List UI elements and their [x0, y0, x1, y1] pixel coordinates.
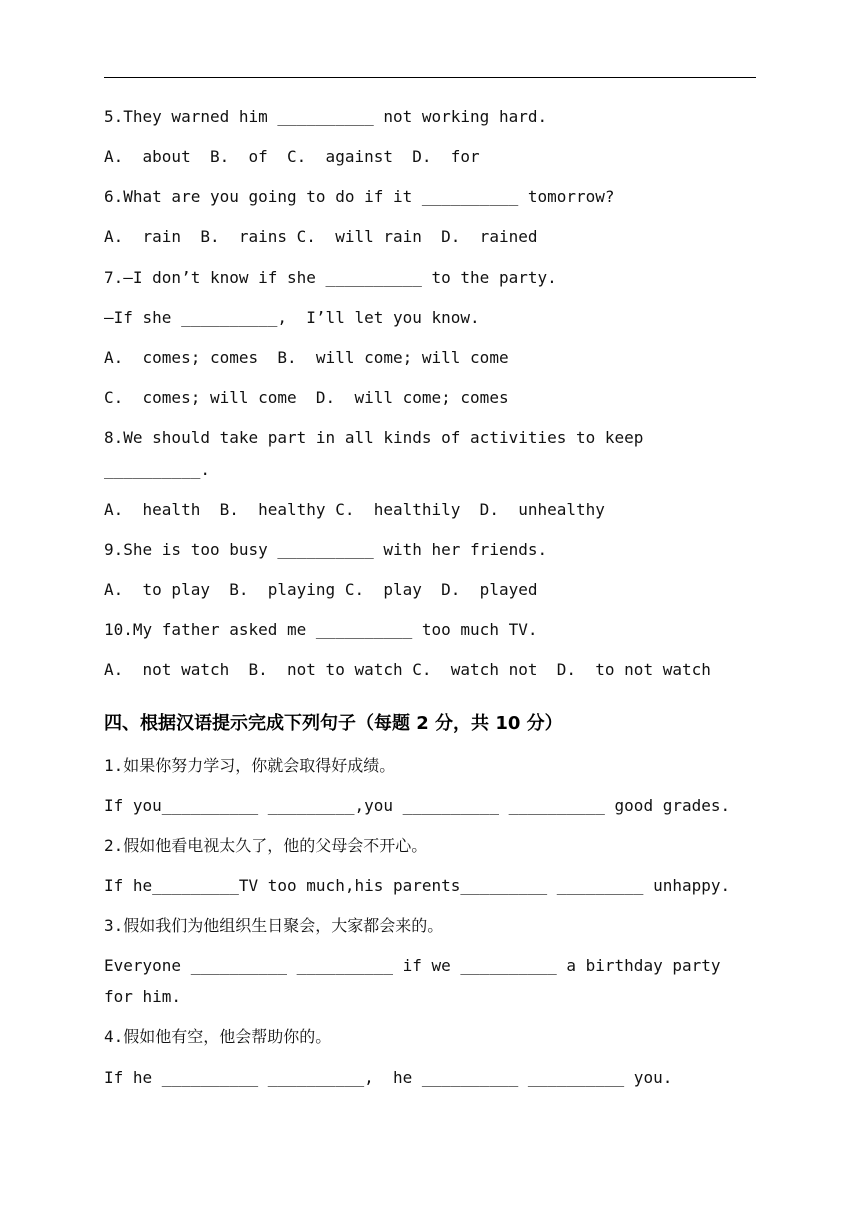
q6-question: 6.What are you going to do if it __________ tomorrow?: [104, 187, 615, 206]
s4-item3-answer-cont: for him.: [104, 987, 182, 1006]
q8-question-cont: __________.: [104, 460, 210, 479]
s4-item2-answer: If he_________TV too much,his parents_________ _________ unhappy.: [104, 876, 731, 895]
s4-item3-answer: Everyone __________ __________ if we __________ a birthday party: [104, 956, 721, 975]
q5-options: A. about B. of C. against D. for: [104, 147, 480, 166]
q10-options: A. not watch B. not to watch C. watch not D. to not watch: [104, 660, 711, 679]
q10-question: 10.My father asked me __________ too much TV.: [104, 620, 538, 639]
q7-response: —If she __________, I’ll let you know.: [104, 308, 480, 327]
s4-item2-prompt: 2.假如他看电视太久了，他的父母会不开心。: [104, 836, 428, 855]
section-four-heading: 四、根据汉语提示完成下列句子（每题 2 分，共 10 分）: [104, 713, 563, 734]
q8-question: 8.We should take part in all kinds of activities to keep: [104, 428, 644, 447]
s4-item4-answer: If he __________ __________, he __________ __________ you.: [104, 1068, 673, 1087]
header-rule: [104, 77, 756, 78]
s4-item3-prompt: 3.假如我们为他组织生日聚会，大家都会来的。: [104, 916, 444, 935]
q7-options-ab: A. comes; comes B. will come; will come: [104, 348, 509, 367]
q7-question: 7.—I don’t know if she __________ to the party.: [104, 268, 557, 287]
s4-item1-prompt: 1.如果你努力学习，你就会取得好成绩。: [104, 756, 396, 775]
q6-options: A. rain B. rains C. will rain D. rained: [104, 227, 538, 246]
q9-question: 9.She is too busy __________ with her friends.: [104, 540, 548, 559]
s4-item4-prompt: 4.假如他有空，他会帮助你的。: [104, 1027, 332, 1046]
q7-options-cd: C. comes; will come D. will come; comes: [104, 388, 509, 407]
q8-options: A. health B. healthy C. healthily D. unhealthy: [104, 500, 605, 519]
q9-options: A. to play B. playing C. play D. played: [104, 580, 538, 599]
q5-question: 5.They warned him __________ not working hard.: [104, 107, 548, 126]
s4-item1-answer: If you__________ _________,you __________ __________ good grades.: [104, 796, 731, 815]
